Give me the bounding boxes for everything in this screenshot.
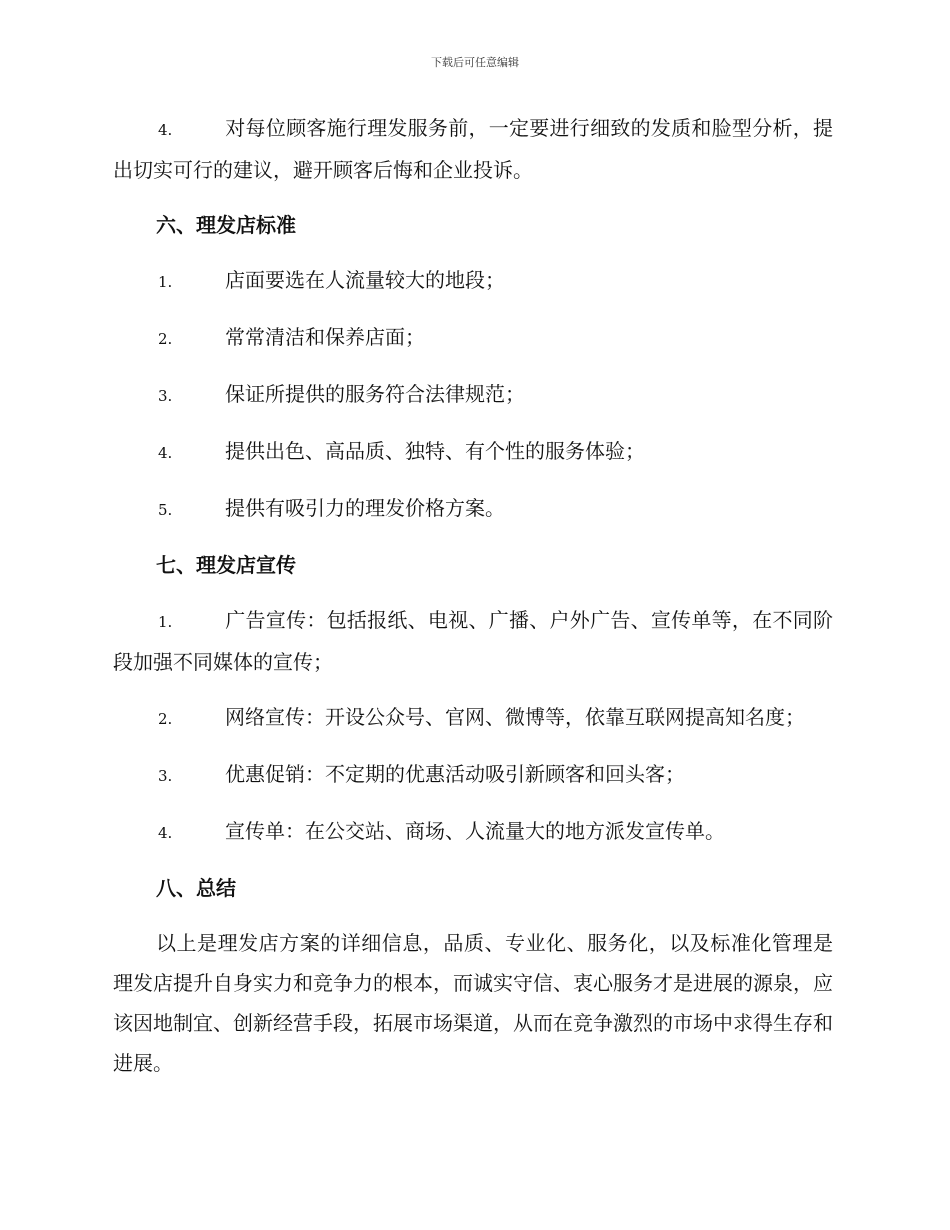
- section-heading-promotion: 七、理发店宣传: [156, 553, 296, 577]
- list-item-number: 3.: [158, 387, 173, 405]
- list-item: [113, 374, 833, 416]
- page-header-note: 下载后可任意编辑: [431, 56, 519, 69]
- list-item: [113, 488, 833, 530]
- summary-paragraph: 以上是理发店方案的详细信息，品质、专业化、服务化，以及标准化管理是理发店提升自身实力和竞争力的根本，而诚实守信、衷心服务才是进展的源泉，应该因地制宜、创新经营手段，拓展市场渠道，从而在竞争激烈的市场中求得生存和进展。: [113, 931, 833, 1075]
- list-item-text: 店面要选在人流量较大的地段；: [225, 268, 505, 292]
- list-item-text: 常常清洁和保养店面；: [225, 325, 425, 349]
- list-item-text: 广告宣传：包括报纸、电视、广播、户外广告、宣传单等，在不同阶段加强不同媒体的宣传；: [113, 608, 833, 674]
- list-item-text: 提供有吸引力的理发价格方案。: [225, 496, 505, 520]
- list-item: [113, 108, 833, 190]
- list-item: [113, 600, 833, 682]
- list-item-text: 网络宣传：开设公众号、官网、微博等，依靠互联网提高知名度；: [225, 705, 805, 729]
- list-item-number: 1.: [158, 273, 173, 291]
- document-body: [113, 108, 833, 1098]
- list-item-text: 对每位顾客施行理发服务前，一定要进行细致的发质和脸型分析，提出切实可行的建议，避开顾客后悔和企业投诉。: [113, 116, 833, 182]
- section-heading-summary: 八、总结: [156, 876, 236, 900]
- list-item: [113, 811, 833, 853]
- list-item-number: 5.: [158, 501, 173, 519]
- list-item-number: 1.: [158, 613, 173, 631]
- list-item-text: 保证所提供的服务符合法律规范；: [225, 382, 525, 406]
- list-item-number: 4.: [158, 824, 173, 842]
- list-item: [113, 260, 833, 302]
- list-item-number: 4.: [158, 444, 173, 462]
- list-item-text: 宣传单：在公交站、商场、人流量大的地方派发宣传单。: [225, 819, 725, 843]
- list-item-number: 3.: [158, 767, 173, 785]
- list-item: [113, 754, 833, 796]
- list-item-text: 提供出色、高品质、独特、有个性的服务体验；: [225, 439, 645, 463]
- section-heading-standards: 六、理发店标准: [156, 213, 296, 237]
- list-item-number: 2.: [158, 330, 173, 348]
- list-item-number: 2.: [158, 710, 173, 728]
- list-item-text: 优惠促销：不定期的优惠活动吸引新顾客和回头客；: [225, 762, 685, 786]
- list-item-number: 4.: [158, 121, 173, 139]
- list-item: [113, 317, 833, 359]
- list-item: [113, 697, 833, 739]
- list-item: [113, 431, 833, 473]
